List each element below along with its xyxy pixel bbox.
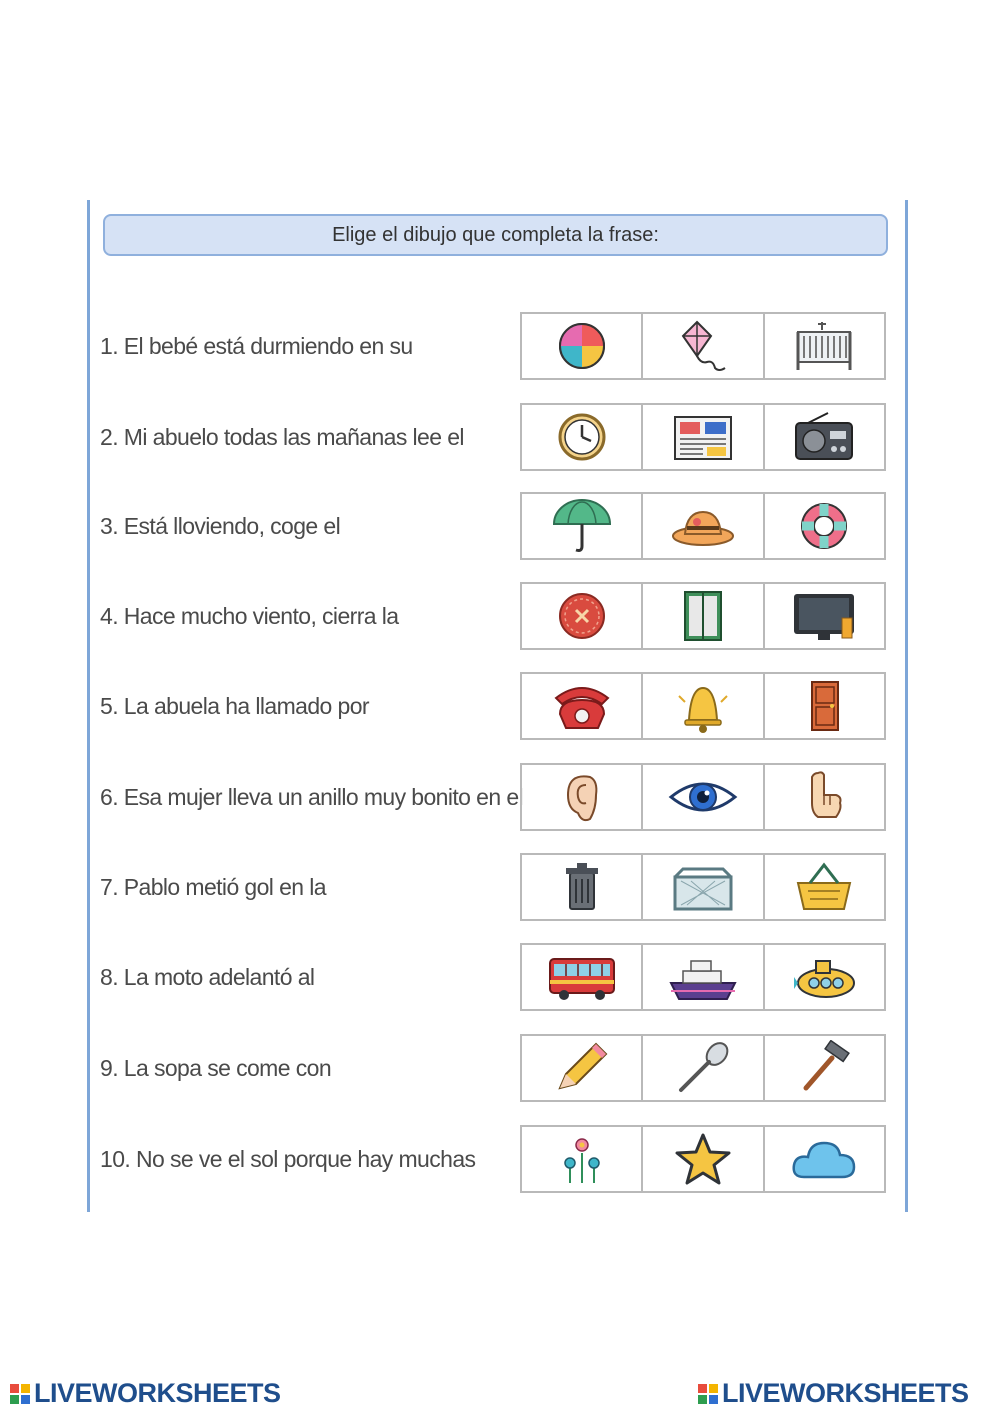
flowers-icon <box>546 1131 618 1187</box>
liveworksheets-logo-left <box>10 1378 281 1409</box>
answer-option[interactable] <box>643 674 764 738</box>
umbrella-icon <box>546 498 618 554</box>
answer-options-row <box>520 492 886 560</box>
star-icon <box>667 1131 739 1187</box>
answer-options-row <box>520 1034 886 1102</box>
answer-option[interactable] <box>522 674 643 738</box>
logo-text: LIVEWORKSHEETS <box>722 1378 969 1408</box>
answer-options-row <box>520 582 886 650</box>
answer-option[interactable] <box>522 765 643 829</box>
pencil-icon <box>546 1040 618 1096</box>
answer-option[interactable] <box>522 494 643 558</box>
answer-option[interactable] <box>643 945 764 1009</box>
question-text: 10. No se ve el sol porque hay muchas <box>100 1146 476 1172</box>
answer-option[interactable] <box>522 855 643 919</box>
question-text: 3. Está lloviendo, coge el <box>100 513 341 539</box>
answer-options-row <box>520 672 886 740</box>
eye-icon <box>667 769 739 825</box>
question-text: 7. Pablo metió gol en la <box>100 874 326 900</box>
liveworksheets-mark-icon <box>698 1384 718 1404</box>
answer-option[interactable] <box>765 494 884 558</box>
answer-option[interactable] <box>643 765 764 829</box>
answer-option[interactable] <box>522 314 643 378</box>
instruction-banner <box>103 214 888 256</box>
answer-option[interactable] <box>765 855 884 919</box>
crib-icon <box>788 318 860 374</box>
radio-icon <box>788 409 860 465</box>
answer-option[interactable] <box>522 1127 643 1191</box>
clock-icon <box>546 409 618 465</box>
hat-icon <box>667 498 739 554</box>
answer-option[interactable] <box>643 314 764 378</box>
instruction-text: Elige el dibujo que completa la frase: <box>332 223 659 246</box>
window-icon <box>667 588 739 644</box>
worksheet-border-right <box>905 200 908 1212</box>
ship-icon <box>667 949 739 1005</box>
basket-icon <box>788 859 860 915</box>
answer-options-row <box>520 943 886 1011</box>
lifebuoy-icon <box>788 498 860 554</box>
question-text: 5. La abuela ha llamado por <box>100 693 369 719</box>
bell-icon <box>667 678 739 734</box>
finger-icon <box>788 769 860 825</box>
answer-options-row <box>520 312 886 380</box>
trash-can-icon <box>546 859 618 915</box>
liveworksheets-mark-icon <box>10 1384 30 1404</box>
question-text: 9. La sopa se come con <box>100 1055 332 1081</box>
answer-option[interactable] <box>522 945 643 1009</box>
logo-text: LIVEWORKSHEETS <box>34 1378 281 1408</box>
answer-option[interactable] <box>765 945 884 1009</box>
answer-option[interactable] <box>765 584 884 648</box>
answer-option[interactable] <box>643 494 764 558</box>
spoon-icon <box>667 1040 739 1096</box>
answer-options-row <box>520 763 886 831</box>
question-text: 8. La moto adelantó al <box>100 964 315 990</box>
newspaper-icon <box>667 409 739 465</box>
answer-option[interactable] <box>765 765 884 829</box>
kite-icon <box>667 318 739 374</box>
answer-option[interactable] <box>765 405 884 469</box>
answer-options-row <box>520 1125 886 1193</box>
answer-option[interactable] <box>522 405 643 469</box>
beach-ball-icon <box>546 318 618 374</box>
answer-option[interactable] <box>765 314 884 378</box>
answer-option[interactable] <box>765 674 884 738</box>
answer-option[interactable] <box>643 855 764 919</box>
answer-option[interactable] <box>522 584 643 648</box>
telephone-icon <box>546 678 618 734</box>
answer-option[interactable] <box>643 584 764 648</box>
answer-options-row <box>520 853 886 921</box>
answer-option[interactable] <box>643 1036 764 1100</box>
goal-icon <box>667 859 739 915</box>
button-icon <box>546 588 618 644</box>
question-text: 1. El bebé está durmiendo en su <box>100 333 413 359</box>
answer-option[interactable] <box>765 1127 884 1191</box>
answer-option[interactable] <box>522 1036 643 1100</box>
answer-option[interactable] <box>765 1036 884 1100</box>
answer-options-row <box>520 403 886 471</box>
bus-icon <box>546 949 618 1005</box>
submarine-icon <box>788 949 860 1005</box>
hammer-icon <box>788 1040 860 1096</box>
question-text: 6. Esa mujer lleva un anillo muy bonito en el <box>100 784 524 810</box>
door-icon <box>788 678 860 734</box>
question-text: 4. Hace mucho viento, cierra la <box>100 603 399 629</box>
ear-icon <box>546 769 618 825</box>
liveworksheets-logo-right <box>698 1378 969 1409</box>
answer-option[interactable] <box>643 1127 764 1191</box>
cloud-icon <box>788 1131 860 1187</box>
answer-option[interactable] <box>643 405 764 469</box>
television-icon <box>788 588 860 644</box>
question-text: 2. Mi abuelo todas las mañanas lee el <box>100 424 464 450</box>
worksheet-border-left <box>87 200 90 1212</box>
